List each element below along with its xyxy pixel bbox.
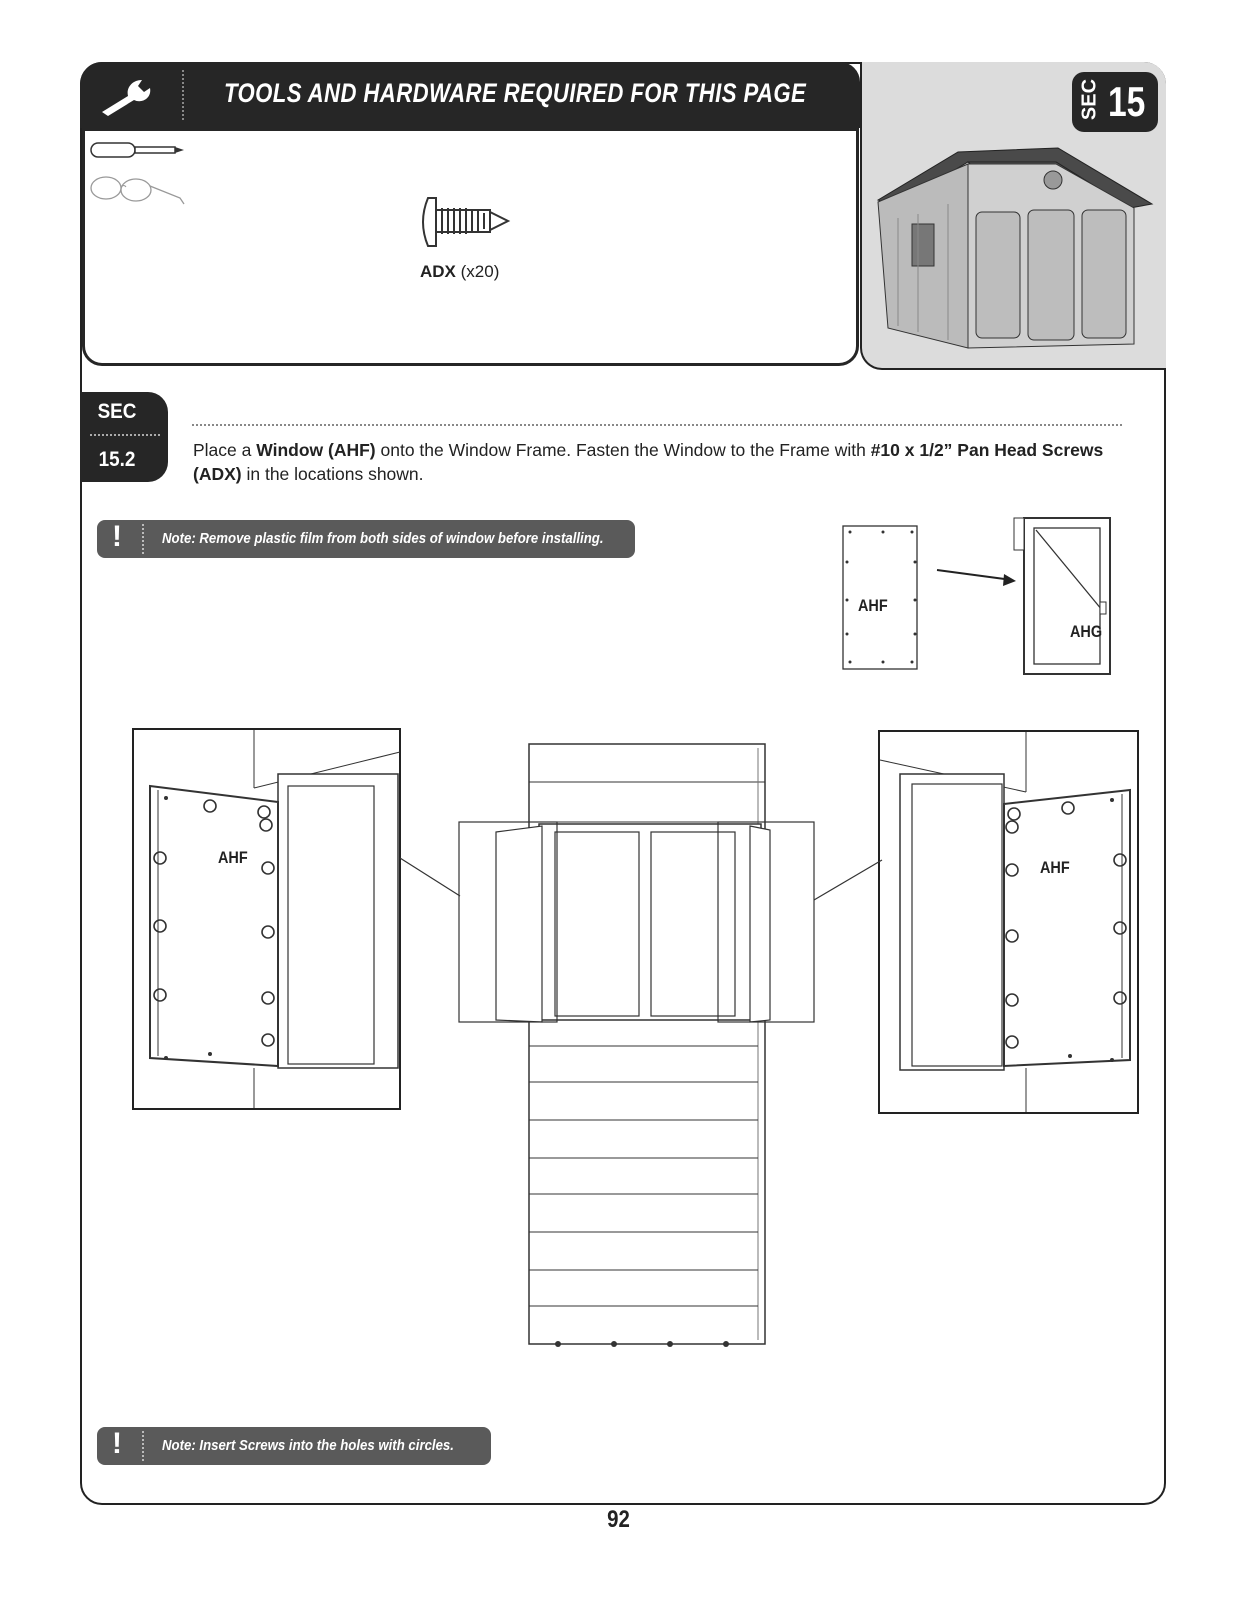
note-1-divider xyxy=(142,524,144,554)
safety-glasses-icon xyxy=(88,174,188,208)
header-divider xyxy=(182,70,184,120)
wall-window-diagram xyxy=(398,740,880,1350)
right-detail-view xyxy=(878,730,1140,1114)
hardware-quantity: (x20) xyxy=(460,262,500,281)
hardware-label xyxy=(420,262,499,282)
step-number: 15.2 xyxy=(98,448,136,471)
step-sec-label: SEC xyxy=(97,400,137,423)
instruction-part-screw: (ADX) xyxy=(193,464,242,484)
step-tab-divider xyxy=(90,434,160,436)
screwdriver-icon xyxy=(90,140,186,160)
note-1-warning-icon: ! xyxy=(112,520,122,553)
instruction-text-3: in the locations shown. xyxy=(241,464,424,484)
instruction-part-window: Window (AHF) xyxy=(256,440,376,460)
instruction-text-1: Place a xyxy=(193,440,257,460)
hardware-part-code: ADX xyxy=(420,262,456,281)
step-instruction xyxy=(193,438,1133,486)
section-badge-label: SEC xyxy=(1078,78,1101,121)
note-1-text: Note: Remove plastic film from both sides of window before installing. xyxy=(162,530,604,547)
tools-header-title: TOOLS AND HARDWARE REQUIRED FOR THIS PAGE xyxy=(224,78,807,108)
left-detail-view xyxy=(132,728,402,1110)
shed-illustration xyxy=(868,148,1158,358)
pan-head-screw-icon xyxy=(418,194,512,250)
instruction-text-2: onto the Window Frame. Fasten the Window to the Frame with xyxy=(375,440,871,460)
section-badge-number: 15 xyxy=(1108,78,1146,125)
note-2-text: Note: Insert Screws into the holes with circles. xyxy=(162,1437,454,1454)
page-number: 92 xyxy=(607,1506,630,1533)
note-2-warning-icon: ! xyxy=(112,1427,122,1460)
window-part-label: AHF xyxy=(858,596,888,615)
right-detail-part-label: AHF xyxy=(1040,858,1070,877)
step-dotted-rule xyxy=(192,424,1122,426)
left-detail-part-label: AHF xyxy=(218,848,248,867)
note-2-divider xyxy=(142,1431,144,1461)
wrench-icon xyxy=(98,74,162,118)
frame-part-label: AHG xyxy=(1070,622,1103,641)
instruction-screw-spec: #10 x 1/2” Pan Head Screws xyxy=(870,440,1104,460)
